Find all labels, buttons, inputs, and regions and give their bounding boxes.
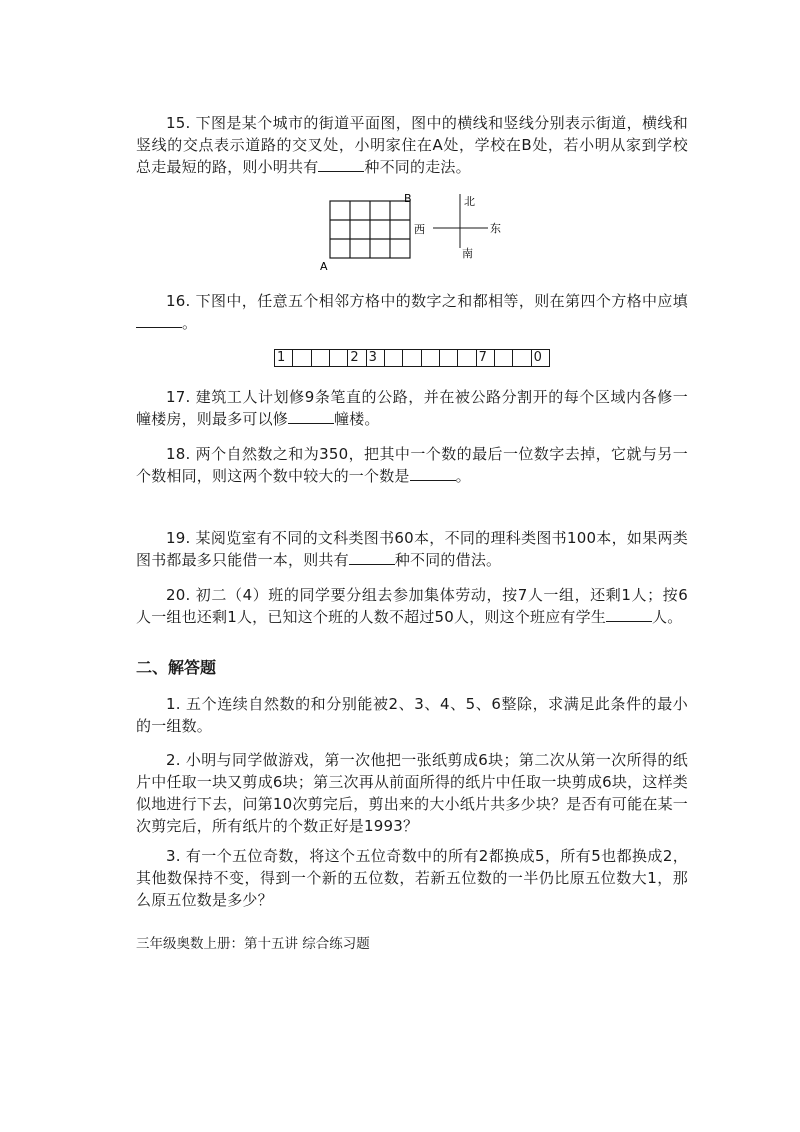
- strip-cell: [458, 350, 476, 366]
- strip-cell: [293, 350, 311, 366]
- strip-cell: [330, 350, 348, 366]
- question-15-text: 15. 下图是某个城市的街道平面图，图中的横线和竖线分别表示街道，横线和竖线的交点表示道路的交叉处，小明家住在A处，学校在B处，若小明从家到学校总走最短的路，则小明共有: [136, 114, 688, 176]
- answer-blank: [606, 606, 652, 622]
- street-grid-diagram: [312, 190, 512, 272]
- question-18-suffix: 。: [455, 467, 471, 485]
- compass-west: 西: [414, 223, 425, 236]
- strip-cell: [385, 350, 403, 366]
- question-16-suffix: 。: [182, 314, 198, 332]
- strip-cell: 0: [533, 350, 542, 365]
- problem-1: 1. 五个连续自然数的和分别能被2、3、4、5、6整除，求满足此条件的最小的一组数。: [136, 695, 688, 735]
- question-17-suffix: 幢楼。: [334, 410, 380, 428]
- problem-2: 2. 小明与同学做游戏，第一次他把一张纸剪成6块；第二次从第一次所得的纸片中任取一块又剪成6块；第三次再从前面所得的纸片中任取一块剪成6块，这样类似地进行下去，问第10次剪完后，剪出来的大小纸片共多少块？是否有可能在某一次剪完后，所有纸片的个数正好是1993？: [136, 751, 688, 835]
- question-16-text: 16. 下图中，任意五个相邻方格中的数字之和都相等，则在第四个方格中应填: [166, 292, 688, 310]
- compass-east: 东: [490, 222, 501, 235]
- question-19-suffix: 种不同的借法。: [394, 551, 502, 569]
- question-17: [136, 386, 688, 430]
- question-16: [136, 290, 688, 334]
- question-15-suffix: 种不同的走法。: [364, 158, 471, 176]
- question-18-text: 18. 两个自然数之和为350，把其中一个数的最后一位数字去掉，它就与另一个数相同，则这两个数中较大的一个数是: [136, 445, 688, 485]
- question-20-text: 20. 初二（4）班的同学要分组去参加集体劳动，按7人一组，还剩1人；按6人一组也还剩1人，已知这个班的人数不超过50人，则这个班应有学生: [136, 586, 688, 626]
- answer-blank: [410, 465, 456, 481]
- problem-3: 3. 有一个五位奇数，将这个五位奇数中的所有2都换成5，所有5也都换成2，其他数保持不变，得到一个新的五位数，若新五位数的一半仍比原五位数大1，那么原五位数是多少？: [136, 847, 688, 909]
- question-19-text: 19. 某阅览室有不同的文科类图书60本，不同的理科类图书100本，如果两类图书都最多只能借一本，则共有: [136, 529, 688, 569]
- question-20-suffix: 人。: [652, 608, 683, 626]
- answer-blank: [318, 156, 364, 172]
- question-17-text: 17. 建筑工人计划修9条笔直的公路，并在被公路分割开的每个区域内各修一幢楼房，则最多可以修: [136, 388, 688, 428]
- strip-cell: [440, 350, 458, 366]
- strip-cell: [422, 350, 440, 366]
- strip-cell: 7: [477, 350, 495, 366]
- section-heading: 二、解答题: [136, 658, 217, 677]
- strip-cell: 2: [348, 350, 366, 366]
- answer-blank: [288, 408, 334, 424]
- strip-cell: [513, 350, 531, 366]
- compass-south: 南: [462, 247, 473, 260]
- question-18: [136, 443, 688, 487]
- strip-cell: [403, 350, 421, 366]
- question-15: [136, 112, 688, 178]
- number-strip: [274, 349, 550, 367]
- question-19: [136, 527, 688, 571]
- page-footer: 三年级奥数上册：第十五讲 综合练习题: [136, 936, 370, 952]
- compass: [433, 194, 488, 248]
- answer-blank: [136, 312, 182, 328]
- question-20: [136, 584, 688, 628]
- compass-north: 北: [464, 195, 475, 208]
- strip-cell: 3: [367, 350, 385, 366]
- strip-cell: 1: [275, 350, 293, 366]
- answer-blank: [349, 549, 395, 565]
- label-b: B: [404, 192, 412, 205]
- strip-cell: [312, 350, 330, 366]
- label-a: A: [320, 260, 328, 272]
- strip-cell: [495, 350, 513, 366]
- street-grid: [330, 201, 410, 258]
